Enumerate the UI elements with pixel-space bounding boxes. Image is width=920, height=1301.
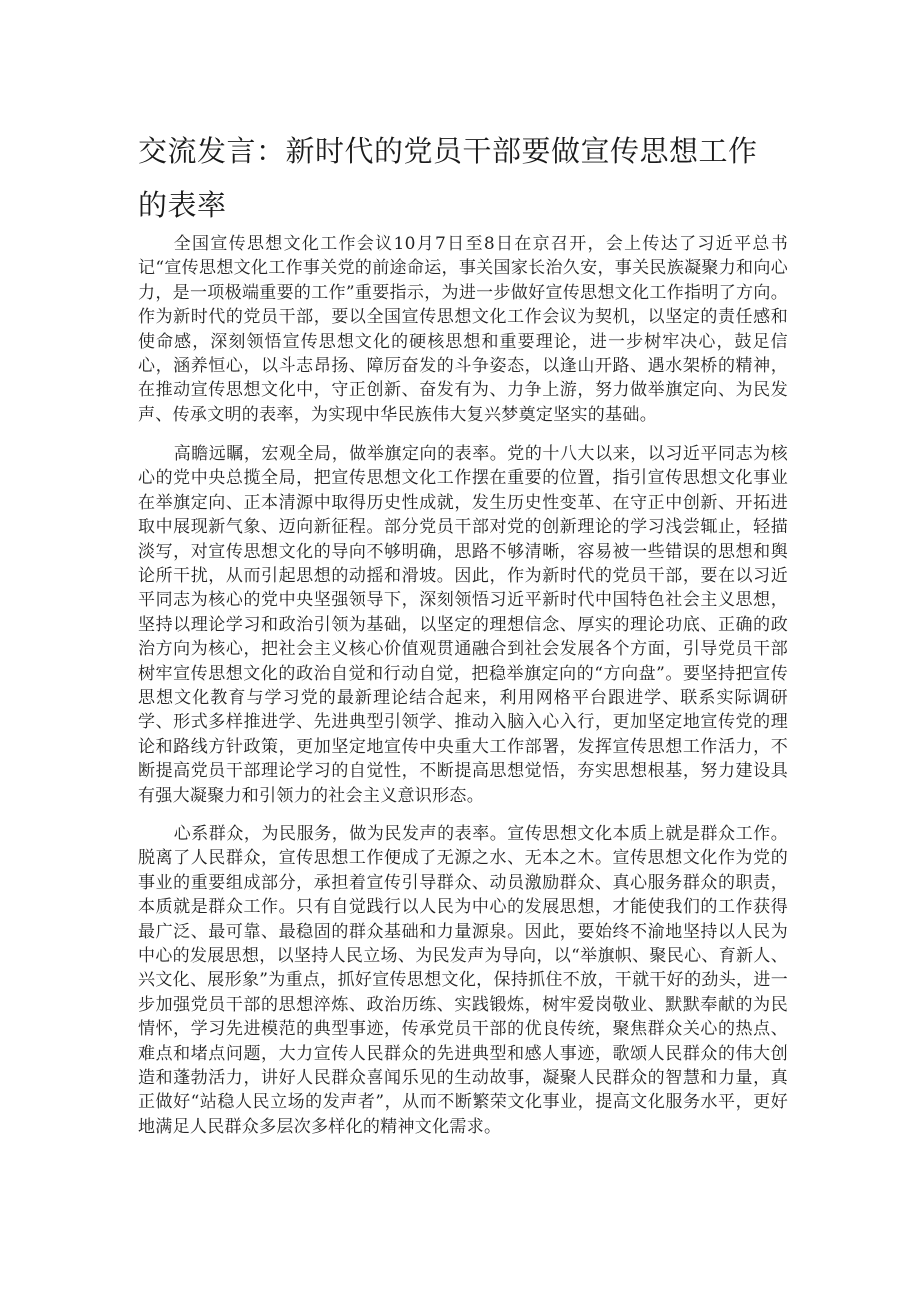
paragraph-direction: 高瞻远瞩，宏观全局，做举旗定向的表率。党的十八大以来，以习近平同志为核心的党中央总揽全局，把宣传思想文化工作摆在重要的位置，指引宣传思想文化事业在举旗定向、正本清源中取得历史性成就，发生历史性变革、在守正中创新、开拓进取中展现新气象、迈向新征程。部分党员干部对党的创新理论的学习浅尝辄止，轻描淡写，对宣传思想文化的导向不够明确，思路不够清晰，容易被一些错误的思想和舆论所干扰，从而引起思想的动摇和滑坡。因此，作为新时代的党员干部，要在以习近平同志为核心的党中央坚强领导下，深刻领悟习近平新时代中国特色社会主义思想，坚持以理论学习和政治引领为基础，以坚定的理想信念、厚实的理论功底、正确的政治方向为核心，把社会主义核心价值观贯通融合到社会发展各个方面，引导党员干部树牢宣传思想文化的政治自觉和行动自觉，把稳举旗定向的“方向盘”。要坚持把宣传思想文化教育与学习党的最新理论结合起来，利用网格平台跟进学、联系实际调研学、形式多样推进学、先进典型引领学、推动入脑入心入行，更加坚定地宣传党的理论和路线方针政策，更加坚定地宣传中央重大工作部署，发挥宣传思想工作活力，不断提高党员干部理论学习的自觉性，不断提高思想觉悟，夯实思想根基，努力建设具有强大凝聚力和引领力的社会主义意识形态。 bbox=[138, 444, 788, 806]
page-title: 交流发言：新时代的党员干部要做宣传思想工作的表率 bbox=[138, 134, 758, 222]
paragraph-intro: 全国宣传思想文化工作会议10月7日至8日在京召开，会上传达了习近平总书记“宣传思想文化工作事关党的前途命运，事关国家长治久安，事关民族凝聚力和向心力，是一项极端重要的工作”重要指示，为进一步做好宣传思想文化工作指明了方向。作为新时代的党员干部，要以全国宣传思想文化工作会议为契机，以坚定的责任感和使命感，深刻领悟宣传思想文化的硬核思想和重要理论，进一步树牢决心，鼓足信心，涵养恒心，以斗志昂扬、障厉奋发的斗争姿态，以逢山开路、遇水架桥的精神，在推动宣传思想文化中，守正创新、奋发有为、力争上游，努力做举旗定向、为民发声、传承文明的表率，为实现中华民族伟大复兴梦奠定坚实的基础。 bbox=[138, 234, 788, 425]
paragraph-people: 心系群众，为民服务，做为民发声的表率。宣传思想文化本质上就是群众工作。脱离了人民群众，宣传思想工作便成了无源之水、无本之木。宣传思想文化作为党的事业的重要组成部分，承担着宣传引导群众、动员激励群众、真心服务群众的职责，本质就是群众工作。只有自觉践行以人民为中心的发展思想，才能使我们的工作获得最广泛、最可靠、最稳固的群众基础和力量源泉。因此，要始终不渝地坚持以人民为中心的发展思想，以坚持人民立场、为民发声为导向，以“举旗帜、聚民心、育新人、兴文化、展形象”为重点，抓好宣传思想文化，保持抓住不放，干就干好的劲头，进一步加强党员干部的思想淬炼、政治历练、实践锻炼，树牢爱岗敬业、默默奉献的为民情怀，学习先进模范的典型事迹，传承党员干部的优良传统，聚焦群众关心的热点、难点和堵点问题，大力宣传人民群众的先进典型和感人事迹，歌颂人民群众的伟大创造和蓬勃活力，讲好人民群众喜闻乐见的生动故事，凝聚人民群众的智慧和力量，真正做好“站稳人民立场的发声者”，从而不断繁荣文化事业，提高文化服务水平，更好地满足人民群众多层次多样化的精神文化需求。 bbox=[138, 824, 788, 1137]
